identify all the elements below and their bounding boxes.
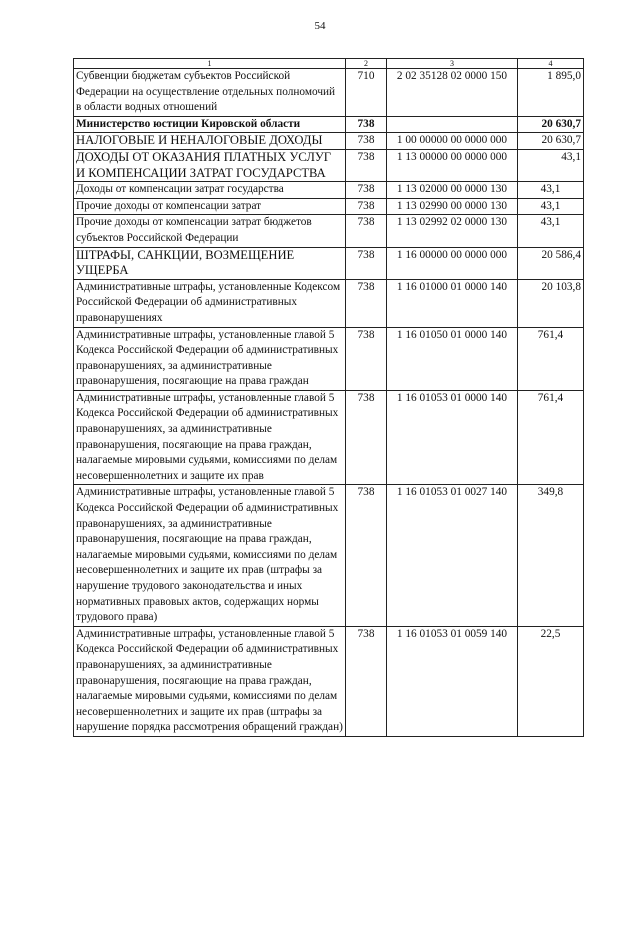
cell-name: Административные штрафы, установленные главой 5 Кодекса Российской Федерации об административных правонарушениях, за административные правонарушения, посягающие на права граждан, налагаемые мировыми судьями, комиссиями по делам несовершеннолетних и защите их прав xyxy=(74,390,346,485)
cell-budget-code: 1 16 01053 01 0000 140 xyxy=(387,390,518,485)
cell-amount: 43,1 xyxy=(518,149,584,181)
table-row xyxy=(74,279,584,327)
cell-name: ШТРАФЫ, САНКЦИИ, ВОЗМЕЩЕНИЕ УЩЕРБА xyxy=(74,247,346,279)
cell-name: Субвенции бюджетам субъектов Российской Федерации на осуществление отдельных полномочий в области водных отношений xyxy=(74,69,346,117)
cell-budget-code: 1 16 00000 00 0000 000 xyxy=(387,247,518,279)
cell-name: Прочие доходы от компенсации затрат бюджетов субъектов Российской Федерации xyxy=(74,215,346,247)
cell-budget-code: 1 16 01053 01 0059 140 xyxy=(387,626,518,736)
cell-budget-code: 1 13 02992 02 0000 130 xyxy=(387,215,518,247)
cell-admin-code: 738 xyxy=(346,485,387,626)
table-header-row xyxy=(74,59,584,69)
table-body xyxy=(74,59,584,737)
cell-name: ДОХОДЫ ОТ ОКАЗАНИЯ ПЛАТНЫХ УСЛУГ И КОМПЕНСАЦИИ ЗАТРАТ ГОСУДАРСТВА xyxy=(74,149,346,181)
cell-admin-code: 738 xyxy=(346,182,387,199)
cell-amount: 20 630,7 xyxy=(518,116,584,133)
table-row xyxy=(74,390,584,485)
cell-name: Доходы от компенсации затрат государства xyxy=(74,182,346,199)
cell-amount: 349,8 xyxy=(518,485,584,626)
cell-name: Административные штрафы, установленные главой 5 Кодекса Российской Федерации об административных правонарушениях, за административные правонарушения, посягающие на права граждан xyxy=(74,327,346,390)
cell-amount: 1 895,0 xyxy=(518,69,584,117)
cell-budget-code: 1 16 01053 01 0027 140 xyxy=(387,485,518,626)
cell-admin-code: 738 xyxy=(346,149,387,181)
cell-name: Прочие доходы от компенсации затрат xyxy=(74,198,346,215)
cell-budget-code: 1 13 02990 00 0000 130 xyxy=(387,198,518,215)
table-row xyxy=(74,626,584,736)
table-row xyxy=(74,215,584,247)
cell-admin-code: 738 xyxy=(346,279,387,327)
cell-name: НАЛОГОВЫЕ И НЕНАЛОГОВЫЕ ДОХОДЫ xyxy=(74,133,346,150)
cell-amount: 761,4 xyxy=(518,390,584,485)
cell-amount: 43,1 xyxy=(518,215,584,247)
table-row xyxy=(74,247,584,279)
header-col-1: 1 xyxy=(74,59,346,69)
cell-admin-code: 738 xyxy=(346,626,387,736)
cell-budget-code xyxy=(387,116,518,133)
cell-name: Административные штрафы, установленные главой 5 Кодекса Российской Федерации об административных правонарушениях, за административные правонарушения, посягающие на права граждан, налагаемые мировыми судьями, комиссиями по делам несовершеннолетних и защите их прав (штрафы за нарушение порядка рассмотрения обращений граждан) xyxy=(74,626,346,736)
cell-amount: 761,4 xyxy=(518,327,584,390)
cell-name: Административные штрафы, установленные главой 5 Кодекса Российской Федерации об административных правонарушениях, за административные правонарушения, посягающие на права граждан, налагаемые мировыми судьями, комиссиями по делам несовершеннолетних и защите их прав (штрафы за нарушение трудового законодательства и иных нормативных правовых актов, содержащих нормы трудового права) xyxy=(74,485,346,626)
cell-admin-code: 738 xyxy=(346,133,387,150)
cell-admin-code: 738 xyxy=(346,116,387,133)
cell-amount: 22,5 xyxy=(518,626,584,736)
header-col-4: 4 xyxy=(518,59,584,69)
cell-budget-code: 1 00 00000 00 0000 000 xyxy=(387,133,518,150)
cell-budget-code: 2 02 35128 02 0000 150 xyxy=(387,69,518,117)
header-col-3: 3 xyxy=(387,59,518,69)
cell-admin-code: 710 xyxy=(346,69,387,117)
table-row xyxy=(74,327,584,390)
cell-admin-code: 738 xyxy=(346,247,387,279)
cell-name: Министерство юстиции Кировской области xyxy=(74,116,346,133)
cell-amount: 43,1 xyxy=(518,182,584,199)
cell-amount: 43,1 xyxy=(518,198,584,215)
table-row xyxy=(74,69,584,117)
cell-budget-code: 1 16 01000 01 0000 140 xyxy=(387,279,518,327)
table-row xyxy=(74,198,584,215)
header-col-2: 2 xyxy=(346,59,387,69)
table-row xyxy=(74,133,584,150)
revenue-table xyxy=(73,58,584,737)
table-row xyxy=(74,149,584,181)
cell-admin-code: 738 xyxy=(346,390,387,485)
cell-admin-code: 738 xyxy=(346,327,387,390)
cell-amount: 20 103,8 xyxy=(518,279,584,327)
cell-budget-code: 1 13 00000 00 0000 000 xyxy=(387,149,518,181)
cell-admin-code: 738 xyxy=(346,198,387,215)
page-number: 54 xyxy=(314,20,326,32)
cell-name: Административные штрафы, установленные Кодексом Российской Федерации об административных правонарушениях xyxy=(74,279,346,327)
cell-amount: 20 630,7 xyxy=(518,133,584,150)
cell-amount: 20 586,4 xyxy=(518,247,584,279)
cell-admin-code: 738 xyxy=(346,215,387,247)
cell-budget-code: 1 16 01050 01 0000 140 xyxy=(387,327,518,390)
table-row xyxy=(74,116,584,133)
table-row xyxy=(74,182,584,199)
cell-budget-code: 1 13 02000 00 0000 130 xyxy=(387,182,518,199)
table-row xyxy=(74,485,584,626)
